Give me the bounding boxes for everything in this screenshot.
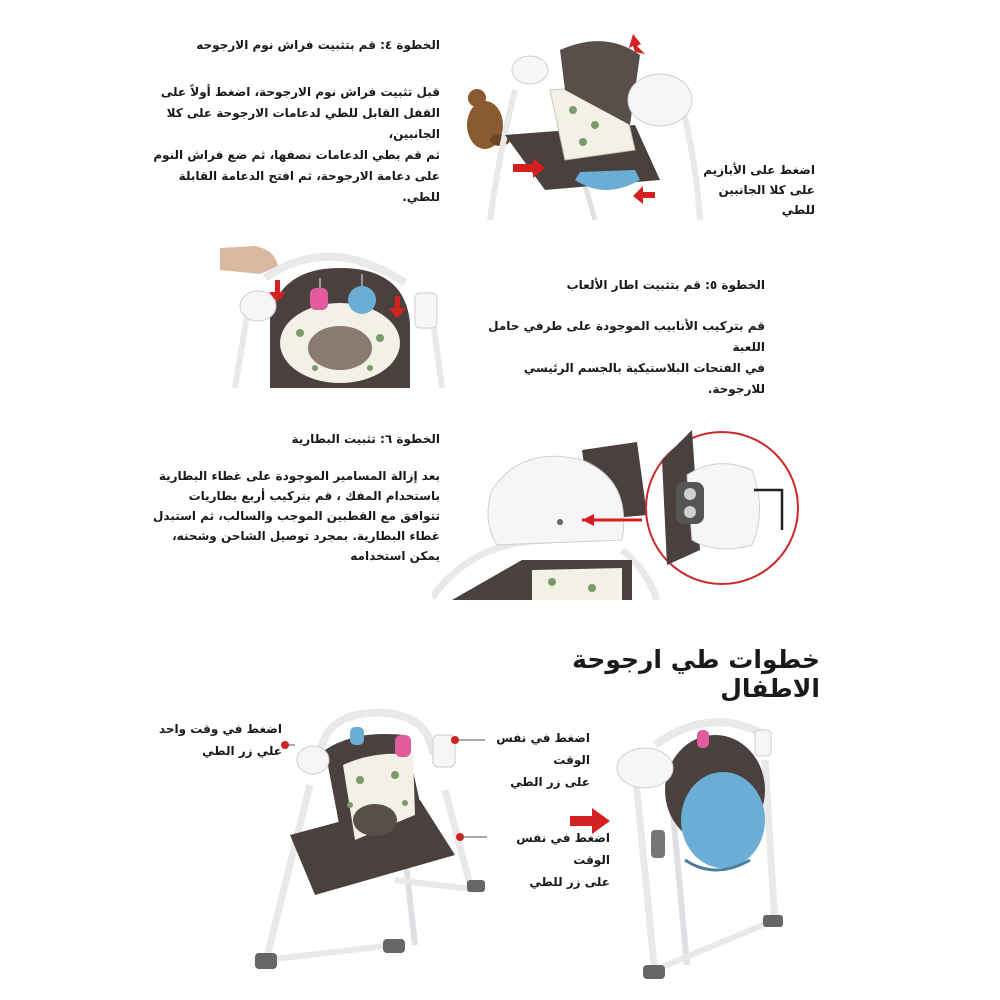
step4-body-line: قبل تثبيت فراش نوم الارجوحة، اضغط أولاً على: [160, 85, 440, 99]
step6-body-line: تتوافق مع القطبين الموجب والسالب، ثم استبدل: [152, 509, 440, 523]
fold-callout-lower-right-line: اضغط في نفس الوقت: [516, 831, 610, 867]
step6-body: [150, 466, 440, 566]
pink-toy-image: [310, 288, 328, 310]
fold-callout-upper-right-line: على زر الطي: [510, 775, 590, 789]
step4-title: الخطوة ٤: قم بتثبيت فراش نوم الارجوحه: [196, 38, 440, 52]
step5-body-line: في الفتحات البلاستيكية بالجسم الرئيسي للارجوحة.: [523, 361, 765, 396]
fold-callout-lower-right: [482, 827, 610, 893]
step4-callout: [700, 160, 815, 220]
step6-body-line: باستخدام المفك ، قم بتركيب أربع بطاريات: [188, 489, 440, 503]
step4-callout-line: اضغط على الأبازيم: [703, 163, 815, 177]
fold-callout-left-line: اضغط في وقت واحد: [158, 722, 282, 736]
step4-callout-line: على كلا الجانبين للطي: [718, 183, 815, 217]
fold-callout-upper-right: [462, 727, 590, 793]
step4-body-line: القفل القابل للطي لدعامات الارجوحة على كلا الجانبين،: [166, 106, 440, 141]
fold-arrow-icon: [570, 806, 612, 836]
blue-toy-image: [348, 286, 376, 314]
fold-section-heading: خطوات طي ارجوحة الاطفال: [572, 645, 820, 703]
step4-photo: [455, 30, 715, 220]
step5-photo: [220, 238, 445, 388]
step5-title: الخطوة ٥: قم بتثبيت اطار الألعاب: [566, 278, 765, 292]
fold-open-swing-photo: [255, 705, 490, 975]
fold-callout-left-line: علي زر الطي: [202, 744, 282, 758]
step6-body-line: غطاء البطارية. بمجرد توصيل الشاحن وشحنه،: [172, 529, 440, 543]
step6-body-line: يمكن استخدامه: [350, 549, 440, 563]
fold-callout-lower-right-line: على زر للطي: [529, 875, 610, 889]
fold-callout-left: [140, 718, 282, 762]
step5-body: [475, 316, 765, 400]
step4-body: [140, 82, 440, 208]
fold-callout-upper-right-line: اضغط في نفس الوقت: [496, 731, 590, 767]
step4-body-line: على دعامة الارجوحة، ثم افتح الدعامة القابلة للطي.: [178, 169, 440, 204]
step6-title: الخطوة ٦: تثبيت البطارية: [291, 432, 440, 446]
step6-photo: [432, 420, 802, 600]
hand-image: [220, 246, 278, 274]
step6-body-line: بعد إزالة المسامير الموجودة على غطاء البطارية: [158, 469, 440, 483]
step4-body-line: ثم قم بطي الدعامات نصفها، ثم ضع فراش النوم: [153, 148, 440, 162]
fold-closed-swing-photo: [615, 710, 815, 980]
step5-body-line: قم بتركيب الأنابيب الموجودة على طرفي حامل اللعبة: [488, 319, 765, 354]
